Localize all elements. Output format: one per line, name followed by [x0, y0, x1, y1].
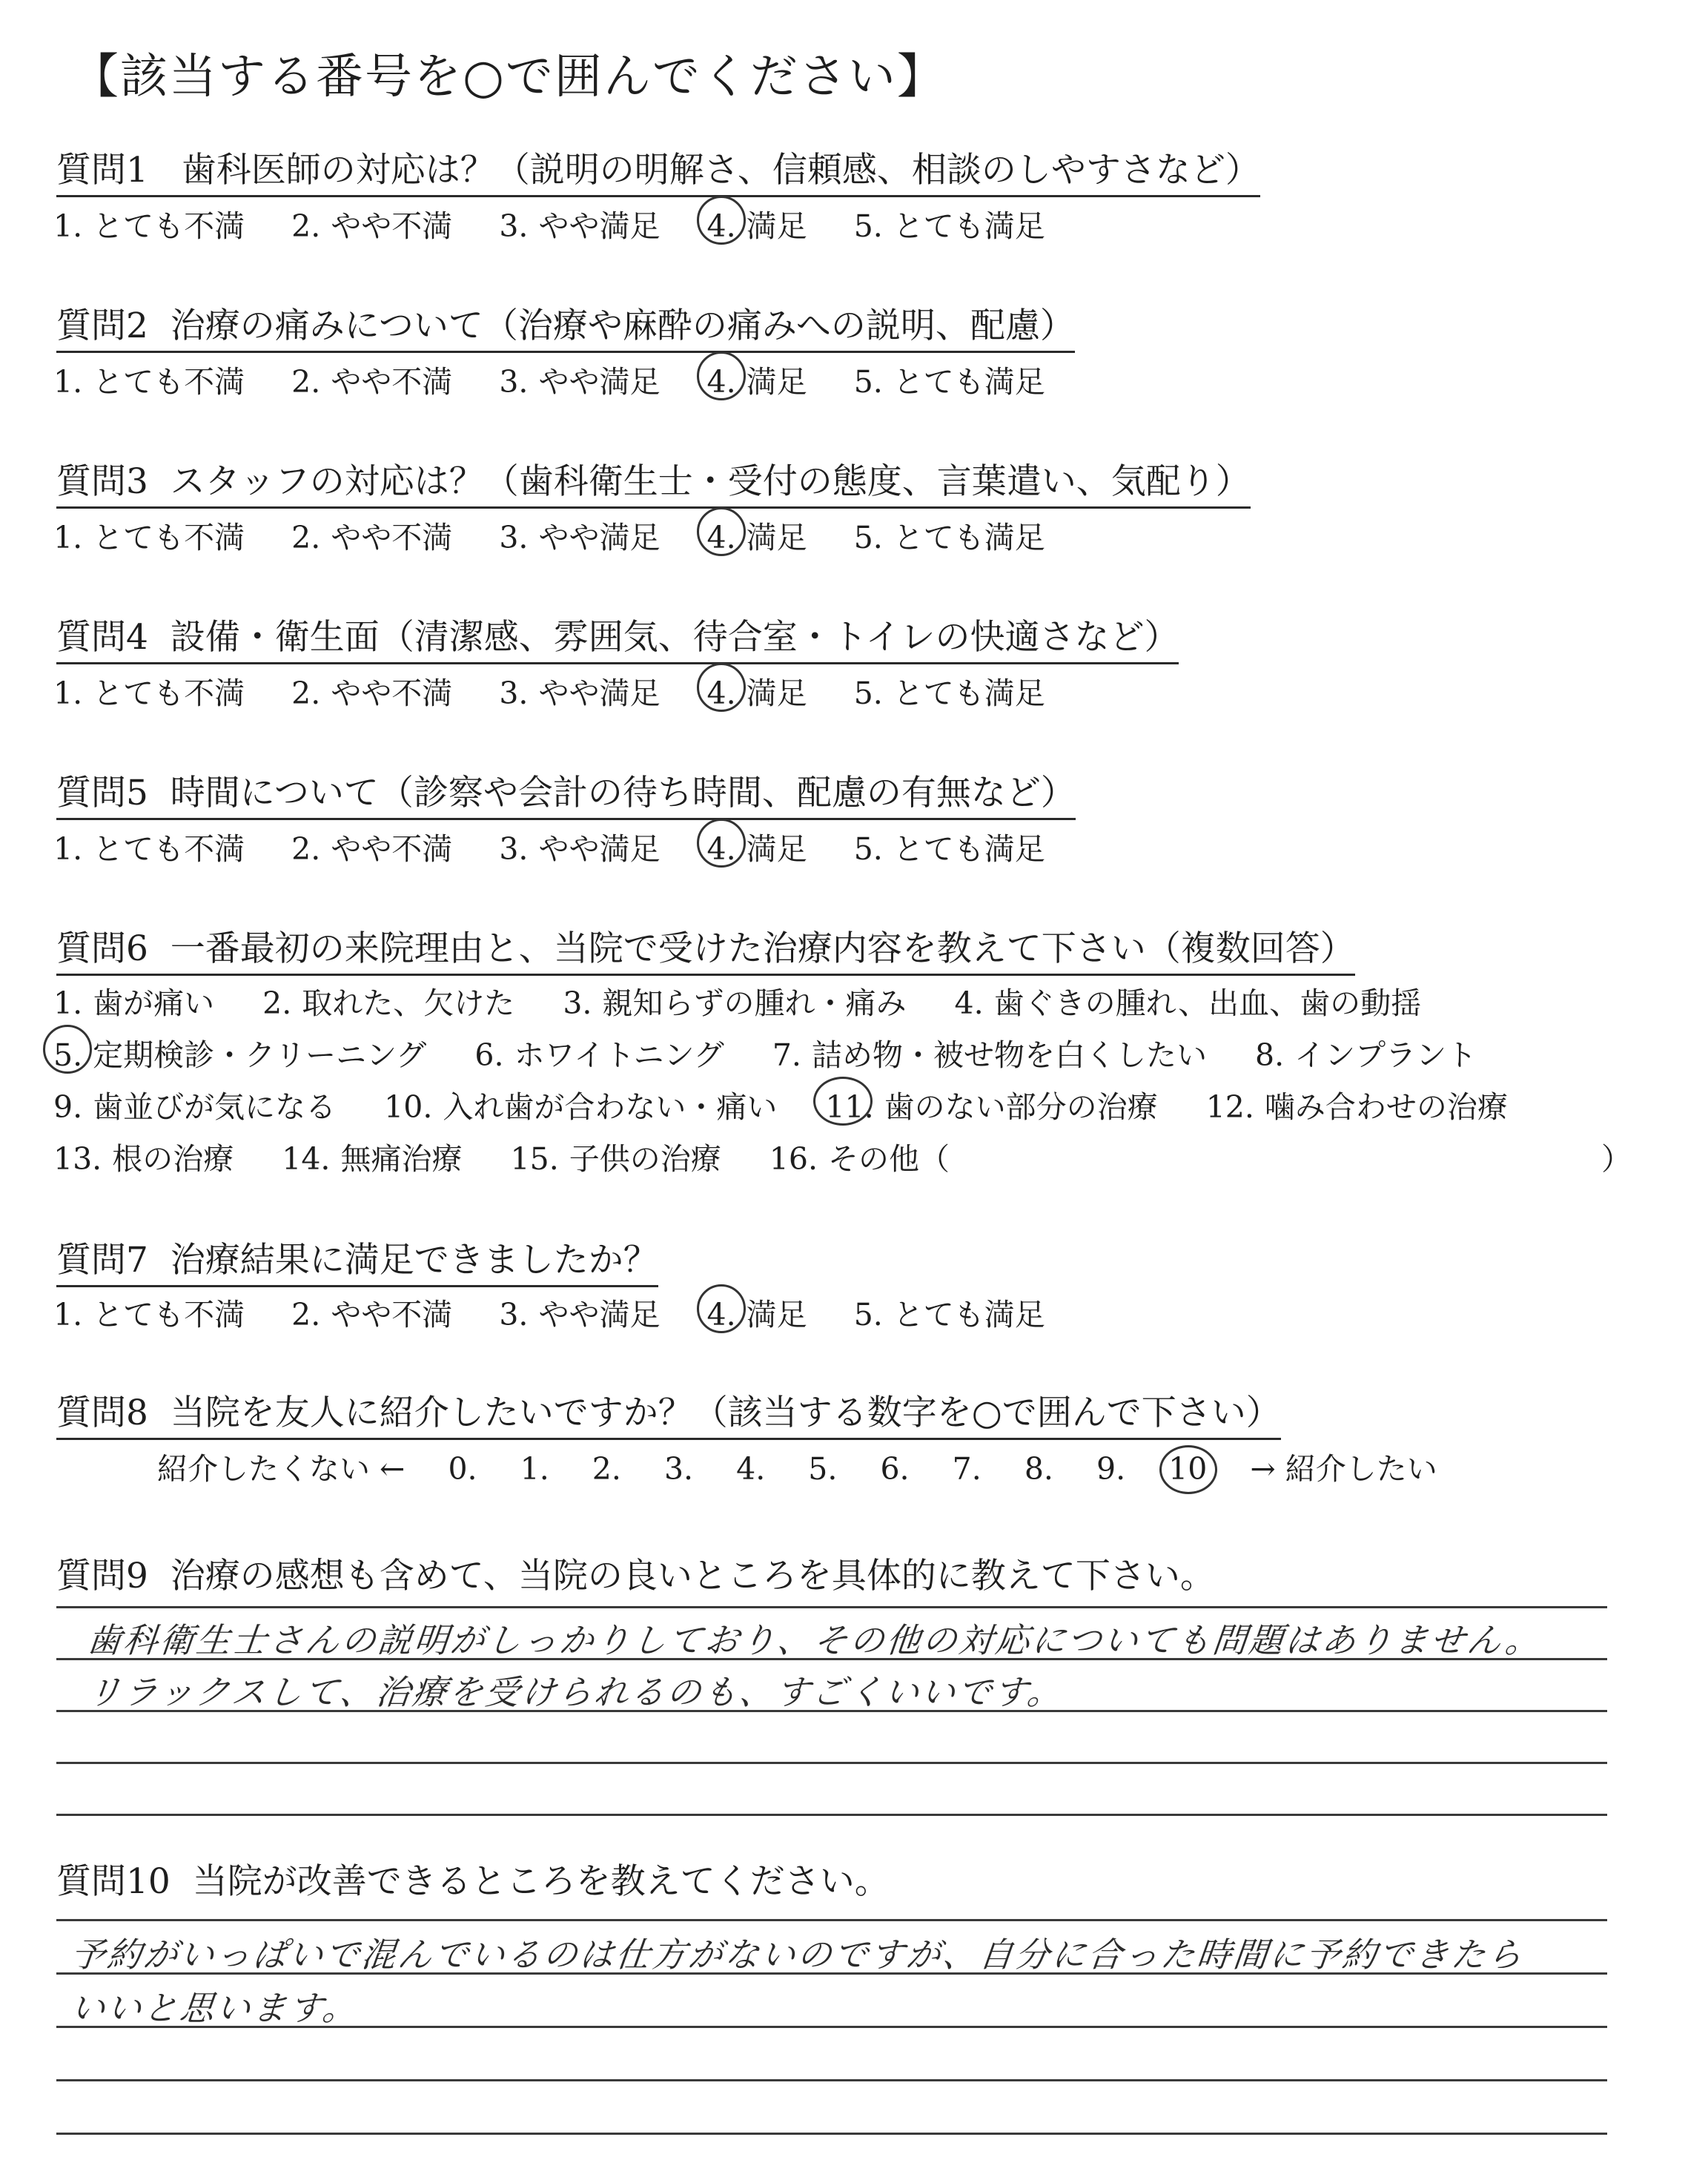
- question-7-title: 質問7 治療結果に満足できましたか？: [56, 1232, 658, 1287]
- q6-choice-10[interactable]: 10. 入れ歯が合わない・痛い: [384, 1089, 778, 1125]
- q3-option-3[interactable]: 3. やや満足: [499, 520, 661, 555]
- q5-option-2[interactable]: 2. やや不満: [291, 831, 453, 867]
- q5-option-1[interactable]: 1. とても不満: [53, 831, 245, 867]
- q1-option-1[interactable]: 1. とても不満: [53, 208, 245, 244]
- q4-option-1[interactable]: 1. とても不満: [53, 676, 245, 711]
- q7-option-2[interactable]: 2. やや不満: [291, 1297, 453, 1332]
- question-3-title: 質問3 スタッフの対応は？（歯科衛生士・受付の態度、言葉遣い、気配り）: [56, 454, 1251, 509]
- q6-choice-7[interactable]: 7. 詰め物・被せ物を白くしたい: [772, 1037, 1207, 1073]
- q5-option-5[interactable]: 5. とても満足: [853, 831, 1045, 867]
- q1-option-5[interactable]: 5. とても満足: [853, 208, 1045, 244]
- q6-choice-row-1: [53, 979, 1460, 1023]
- q6-choice-row-2: [53, 1031, 1515, 1074]
- question-6-title: 質問6 一番最初の来院理由と、当院で受けた治療内容を教えて下さい（複数回答）: [56, 921, 1355, 976]
- q5-option-3[interactable]: 3. やや満足: [499, 831, 661, 867]
- q7-option-3[interactable]: 3. やや満足: [499, 1297, 661, 1332]
- q8-number-9[interactable]: 9.: [1096, 1451, 1126, 1487]
- question-9-title: 質問9 治療の感想も含めて、当院の良いところを具体的に教えて下さい。: [56, 1556, 1215, 1596]
- question-1-title: 質問1 歯科医師の対応は？（説明の明解さ、信頼感、相談のしやすさなど）: [56, 142, 1260, 197]
- q1-option-2[interactable]: 2. やや不満: [291, 208, 453, 244]
- q9-answer-line-5: [56, 1814, 1607, 1816]
- q6-choice-14[interactable]: 14. 無痛治療: [282, 1141, 463, 1177]
- q3-option-1[interactable]: 1. とても不満: [53, 520, 245, 555]
- question-7-options: [53, 1290, 1082, 1334]
- q2-option-2[interactable]: 2. やや不満: [291, 364, 453, 400]
- q10-answer-line-1: [56, 1919, 1607, 1921]
- q6-other-close-paren: ）: [1601, 1141, 1632, 1177]
- q2-option-1[interactable]: 1. とても不満: [53, 364, 245, 400]
- q9-handwritten-answer-line-1[interactable]: 歯科衛生士さんの説明がしっかりしており、その他の対応についても問題はありません。: [85, 1620, 1544, 1660]
- q6-choice-2[interactable]: 2. 取れた、欠けた: [262, 985, 515, 1021]
- q6-choice-15[interactable]: 15. 子供の治療: [510, 1141, 721, 1177]
- q7-option-4-selected[interactable]: 4. 満足: [706, 1297, 807, 1332]
- q2-option-3[interactable]: 3. やや満足: [499, 364, 661, 400]
- q8-right-label: → 紹介したい: [1250, 1451, 1437, 1487]
- q6-choice-13[interactable]: 13. 根の治療: [53, 1141, 234, 1177]
- q8-number-4[interactable]: 4.: [736, 1451, 766, 1487]
- q6-choice-4[interactable]: 4. 歯ぐきの腫れ、出血、歯の動揺: [954, 985, 1422, 1021]
- q8-number-7[interactable]: 7.: [952, 1451, 982, 1487]
- q8-number-5[interactable]: 5.: [808, 1451, 838, 1487]
- q10-answer-line-4: [56, 2079, 1607, 2081]
- q6-choice-row-4: [53, 1135, 988, 1178]
- q8-number-2[interactable]: 2.: [592, 1451, 621, 1487]
- q3-option-5[interactable]: 5. とても満足: [853, 520, 1045, 555]
- q1-option-3[interactable]: 3. やや満足: [499, 208, 661, 244]
- question-5-options: [53, 825, 1082, 868]
- q7-option-5[interactable]: 5. とても満足: [853, 1297, 1045, 1332]
- q6-choice-3[interactable]: 3. 親知らずの腫れ・痛み: [563, 985, 907, 1021]
- question-5-title: 質問5 時間について（診察や会計の待ち時間、配慮の有無など）: [56, 765, 1076, 820]
- q6-choice-16-other[interactable]: 16. その他（: [769, 1141, 950, 1177]
- q6-choice-6[interactable]: 6. ホワイトニング: [474, 1037, 724, 1073]
- q4-option-4-selected[interactable]: 4. 満足: [706, 676, 807, 711]
- q10-answer-line-5: [56, 2133, 1607, 2135]
- question-4-options: [53, 669, 1082, 713]
- q6-choice-row-3: [53, 1083, 1546, 1126]
- q2-option-4-selected[interactable]: 4. 満足: [706, 364, 807, 400]
- q6-choice-8[interactable]: 8. インプラント: [1255, 1037, 1477, 1073]
- q10-handwritten-answer-line-2[interactable]: いいと思います。: [68, 1988, 361, 2028]
- question-8-title: 質問8 当院を友人に紹介したいですか？（該当する数字を○で囲んで下さい）: [56, 1385, 1281, 1440]
- q9-answer-line-4: [56, 1762, 1607, 1764]
- q8-number-8[interactable]: 8.: [1024, 1451, 1053, 1487]
- q7-option-1[interactable]: 1. とても不満: [53, 1297, 245, 1332]
- question-1-options: [53, 202, 1082, 245]
- q6-choice-11-selected[interactable]: 11. 歯のない部分の治療: [825, 1089, 1158, 1125]
- q6-choice-9[interactable]: 9. 歯並びが気になる: [53, 1089, 337, 1125]
- q10-handwritten-answer-line-1[interactable]: 予約がいっぱいで混んでいるのは仕方がないのですが、自分に合った時間に予約できたら: [68, 1935, 1526, 1975]
- q9-answer-line-1: [56, 1606, 1607, 1608]
- q8-number-1[interactable]: 1.: [520, 1451, 549, 1487]
- q8-referral-scale: [157, 1444, 1471, 1488]
- q6-choice-5-selected[interactable]: 5. 定期検診・クリーニング: [53, 1037, 427, 1073]
- q5-option-4-selected[interactable]: 4. 満足: [706, 831, 807, 867]
- q4-option-5[interactable]: 5. とても満足: [853, 676, 1045, 711]
- q6-choice-1[interactable]: 1. 歯が痛い: [53, 985, 215, 1021]
- q3-option-4-selected[interactable]: 4. 満足: [706, 520, 807, 555]
- q3-option-2[interactable]: 2. やや不満: [291, 520, 453, 555]
- q2-option-5[interactable]: 5. とても満足: [853, 364, 1045, 400]
- question-2-options: [53, 357, 1082, 401]
- q4-option-2[interactable]: 2. やや不満: [291, 676, 453, 711]
- q8-number-6[interactable]: 6.: [880, 1451, 910, 1487]
- q9-handwritten-answer-line-2[interactable]: リラックスして、治療を受けられるのも、すごくいいです。: [85, 1672, 1066, 1712]
- question-2-title: 質問2 治療の痛みについて（治療や麻酔の痛みへの説明、配慮）: [56, 298, 1075, 353]
- q4-option-3[interactable]: 3. やや満足: [499, 676, 661, 711]
- q8-left-label: 紹介したくない ←: [157, 1451, 406, 1487]
- question-4-title: 質問4 設備・衛生面（清潔感、雰囲気、待合室・トイレの快適さなど）: [56, 610, 1179, 664]
- q1-option-4-selected[interactable]: 4. 満足: [706, 208, 807, 244]
- q8-number-10-selected[interactable]: 10: [1168, 1451, 1208, 1487]
- q8-number-0[interactable]: 0.: [448, 1451, 477, 1487]
- question-3-options: [53, 513, 1082, 557]
- form-instruction: 【該当する番号を○で囲んでください】: [71, 50, 946, 105]
- question-10-title: 質問10 当院が改善できるところを教えてください。: [56, 1861, 890, 1902]
- q8-number-3[interactable]: 3.: [663, 1451, 694, 1487]
- q6-choice-12[interactable]: 12. 噛み合わせの治療: [1205, 1089, 1508, 1125]
